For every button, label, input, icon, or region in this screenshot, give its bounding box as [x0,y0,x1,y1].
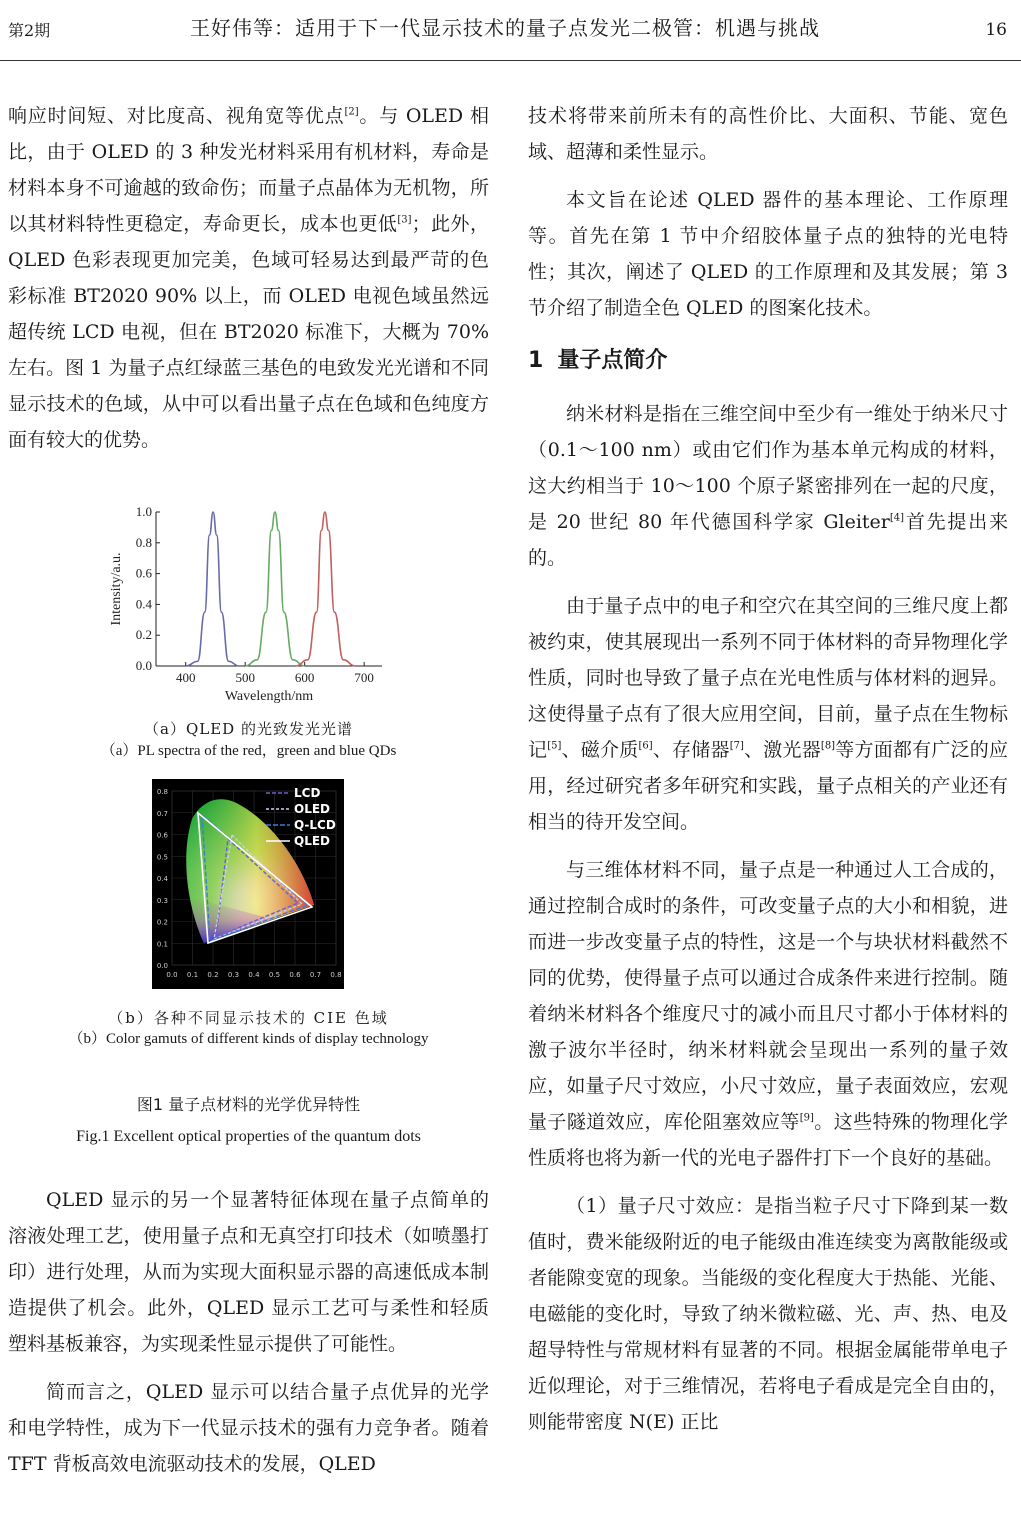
y-tick-label: 0.4 [156,875,168,883]
text-run: 。这些特殊的物理化学性质将也将为新一代的光电子器件打下一个良好的基础。 [528,1111,1008,1169]
citation[interactable]: [3] [397,214,412,226]
citation[interactable]: [8] [820,740,836,752]
legend-label: Q-LCD [294,818,336,832]
x-tick-label: 700 [354,670,374,685]
y-tick-label: 0.5 [156,853,168,862]
paragraph [528,396,1008,576]
y-tick-label: 0.3 [156,896,168,905]
paragraph [8,98,489,458]
paragraph: 技术将带来前所未有的高性价比、大面积、节能、宽色域、超薄和柔性显示。 [528,105,1008,163]
figure-b-caption-en: （b）Color gamuts of different kinds of display technology [68,1031,429,1047]
text-run: 响应时间短、对比度高、视角宽等优点 [8,105,345,127]
y-tick-label: 0.1 [156,940,168,949]
citation[interactable]: [4] [889,512,905,524]
series-line-2 [245,512,304,666]
citation[interactable]: [7] [729,740,744,752]
left-column-bottom [8,1182,489,1482]
section-heading [528,346,1008,376]
y-tick-label: 1.0 [135,504,152,519]
y-axis-label: Intensity/a.u. [109,552,124,626]
citation[interactable]: [6] [638,740,653,752]
x-tick-label: 0.3 [227,971,240,979]
citation[interactable]: [9] [799,1112,814,1124]
text-run: 等方面都有广泛的应用，经过研究者多年研究和实践，量子点相关的产业还有相当的待开发空间。 [528,739,1008,833]
text-run: 、存储器 [652,739,730,761]
x-tick-label: 0.6 [289,971,301,979]
citation[interactable]: [2] [344,106,359,118]
figure-title-zh: 图1 量子点材料的光学优异特性 [136,1095,361,1114]
y-tick-label: 0.2 [135,627,152,643]
x-tick-label: 0.8 [330,971,342,979]
figure-a-caption-zh: （a）QLED 的光致发光光谱 [144,720,353,738]
y-tick-label: 0.4 [135,596,152,612]
text-run: 纳米材料是指在三维空间中至少有一维处于纳米尺寸（0.1～100 nm）或由它们作为基本单元构成的材料，这大约相当于 10～100 个原子紧密排列在一起的尺度，是 20 世纪 80 年代德国科学家 Gleiter [528,403,1008,533]
citation[interactable]: [5] [547,740,562,752]
x-axis-label: Wavelength/nm [224,689,314,704]
series-line-3 [296,512,355,666]
running-header [0,0,1021,62]
text-run: 首先提出来的。 [528,511,1008,569]
section-number: 1 [528,348,544,373]
page-number: 16 [985,20,1007,40]
legend-label: OLED [294,802,331,816]
series-line-1 [186,512,240,666]
paragraph [528,852,1008,1176]
legend-label: LCD [294,786,321,800]
legend-label: QLED [294,834,331,848]
right-column [528,98,1008,1440]
x-tick-label: 0.7 [309,971,322,979]
text-run: 、激光器 [743,739,821,761]
paragraph: QLED 显示的另一个显著特征体现在量子点简单的溶液处理工艺，使用量子点和无真空打印技术（如喷墨打印）进行处理，从而为实现大面积显示器的高速低成本制造提供了机会。此外，QLED 显示工艺可与柔性和轻质塑料基板兼容，为实现柔性显示提供了可能性。 [8,1189,489,1355]
x-tick-label: 400 [175,670,196,685]
y-tick-label: 0.7 [156,809,168,818]
figure-a-caption-en: （a）PL spectra of the red，green and blue QDs [100,743,397,759]
running-title: 王好伟等：适用于下一代显示技术的量子点发光二极管：机遇与挑战 [190,16,820,40]
y-tick-label: 0.0 [135,658,152,673]
section-title: 量子点简介 [557,348,668,373]
header-rule [0,60,1021,61]
text-run: 、磁介质 [561,739,639,761]
paragraph: （1）量子尺寸效应：是指当粒子尺寸下降到某一数值时，费米能级附近的电子能级由准连续变为离散能级或者能隙变宽的现象。当能级的变化程度大于热能、光能、电磁能的变化时，导致了纳米微粒磁、光、声、热、电及超导特性与常规材料有显著的不同。根据金属能带单电子近似理论，对于三维情况，若将电子看成是完全自由的，则能带密度 N(E) 正比 [528,1195,1008,1433]
paragraph: 简而言之，QLED 显示可以结合量子点优异的光学和电学特性，成为下一代显示技术的强有力竞争者。随着 TFT 背板高效电流驱动技术的发展，QLED [8,1381,489,1475]
x-tick-label: 500 [235,670,255,685]
y-tick-label: 0.6 [135,565,152,581]
text-run: ；此外，QLED 色彩表现更加完美，色域可轻易达到最严苛的色彩标准 BT2020 90% 以上，而 OLED 电视色域虽然远超传统 LCD 电视，但在 BT2020 标准下，大概为 70% 左右。图 1 为量子点红绿蓝三基色的电致发光光谱和不同显示技术的色域，从中可以看出量子点在色域和色纯度方面有较大的优势。 [8,213,489,451]
text-run: 与三维体材料不同，量子点是一种通过人工合成的，通过控制合成时的条件，可改变量子点的大小和相貌，进而进一步改变量子点的特性，这是一个与块状材料截然不同的优势，使得量子点可以通过合成条件来进行控制。随着纳米材料各个维度尺寸的减小而且尺寸都小于体材料的激子波尔半径时，纳米材料就会呈现出一系列的量子效应，如量子尺寸效应，小尺寸效应，量子表面效应，宏观量子隧道效应，库伦阻塞效应等 [528,859,1008,1133]
paragraph: 本文旨在论述 QLED 器件的基本理论、工作原理等。首先在第 1 节中介绍胶体量子点的独特的光电特性；其次，阐述了 QLED 的工作原理和及其发展；第 3 节介绍了制造全色 QLED 的图案化技术。 [528,189,1008,319]
pl-spectra-chart [100,500,390,720]
text-run: 由于量子点中的电子和空穴在其空间的三维尺度上都被约束，使其展现出一系列不同于体材料的奇异物理化学性质，同时也导致了量子点在光电性质与体材料的迥异。这使得量子点有了很大应用空间，目前，量子点在生物标记 [528,595,1008,761]
left-column-top [8,98,489,458]
cie-gamut-chart [152,779,344,989]
y-tick-label: 0.2 [156,918,168,927]
y-tick-label: 0.8 [135,534,152,550]
figure-b-caption-zh: （b）各种不同显示技术的 CIE 色域 [108,1009,389,1027]
x-tick-label: 600 [294,670,315,685]
issue-label: 第2期 [8,21,51,40]
text-run: 。与 OLED 相比，由于 OLED 的 3 种发光材料采用有机材料，寿命是材料本身不可逾越的致命伤；而量子点晶体为无机物，所以其材料特性更稳定，寿命更长，成本也更低 [8,105,489,235]
y-tick-label: 0.0 [156,962,168,970]
figure-title-en: Fig.1 Excellent optical properties of the quantum dots [76,1128,421,1145]
y-tick-label: 0.8 [156,788,168,796]
x-tick-label: 0.1 [186,971,199,979]
y-tick-label: 0.6 [156,831,168,840]
x-tick-label: 0.4 [248,971,260,979]
x-tick-label: 0.0 [166,971,178,979]
paragraph [528,588,1008,840]
x-tick-label: 0.5 [268,971,281,979]
x-tick-label: 0.2 [207,971,219,979]
